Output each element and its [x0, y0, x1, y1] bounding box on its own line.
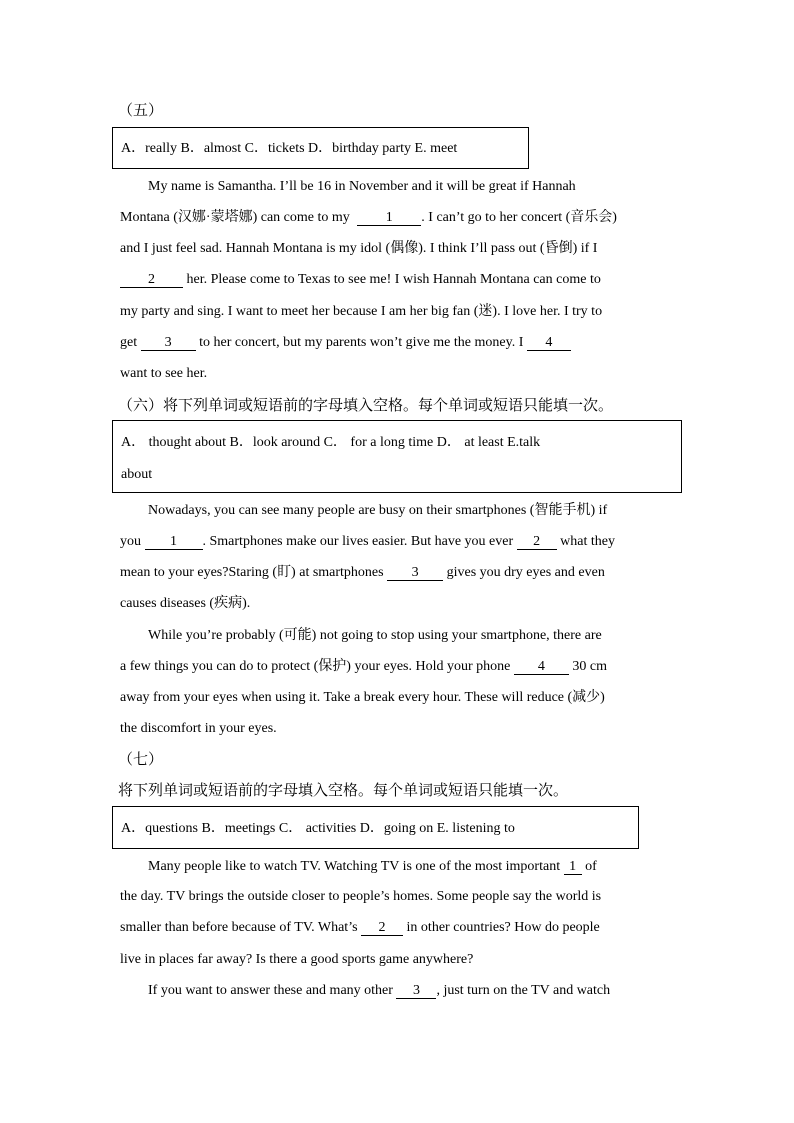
s5-line6-a: get: [120, 335, 141, 350]
s6-p2-line2-a: a few things you can do to protect (保护) your eyes. Hold your phone: [120, 659, 514, 674]
s6-p1-line3-b: gives you dry eyes and even: [443, 565, 605, 580]
s7-p1-line4: live in places far away? Is there a good sports game anywhere?: [120, 952, 474, 967]
s5-line4-text: her. Please come to Texas to see me! I wish Hannah Montana can come to: [183, 272, 601, 287]
s5-line2-a: Montana (汉娜·蒙塔娜) can come to my: [120, 210, 350, 225]
s6-blank-4[interactable]: 4: [514, 659, 569, 675]
s7-blank-2[interactable]: 2: [361, 920, 403, 936]
s6-p2-line4: the discomfort in your eyes.: [120, 721, 277, 736]
s5-blank-3[interactable]: 3: [141, 335, 196, 351]
s7-p1-line1-b: of: [581, 859, 597, 874]
s6-p2-line3: away from your eyes when using it. Take a break every hour. These will reduce (减少): [120, 690, 605, 705]
s5-line1: My name is Samantha. I’ll be 16 in November and it will be great if Hannah: [148, 179, 576, 194]
s6-p1-line3: [120, 564, 605, 582]
s7-p2-line1-a: If you want to answer these and many other: [148, 983, 397, 998]
s5-line6-b: to her concert, but my parents won’t give me the money. I: [195, 335, 527, 350]
s5-line2: [120, 209, 617, 227]
section5-options-box: [112, 127, 529, 169]
s6-blank-3[interactable]: 3: [387, 565, 443, 581]
s5-line5: my party and sing. I want to meet her because I am her big fan (迷). I love her. I try to: [120, 304, 603, 319]
s5-line2-b: . I can’t go to her concert (音乐会): [421, 210, 617, 225]
s7-p1-line2: the day. TV brings the outside closer to people’s homes. Some people say the world is: [120, 889, 602, 904]
s6-blank-2[interactable]: 2: [517, 534, 557, 550]
s7-blank-1[interactable]: 1: [564, 859, 582, 875]
section5-heading: （五）: [118, 101, 164, 119]
s7-p1-line3-a: smaller than before because of TV. What’s: [120, 920, 362, 935]
s6-p1-line2-a: you: [120, 534, 145, 549]
s7-p2-line1: [148, 982, 610, 1000]
s5-blank-4[interactable]: 4: [527, 335, 571, 351]
section7-options-box: [112, 806, 639, 849]
s7-p1-line1: [148, 858, 597, 876]
section6-options-box: [112, 420, 682, 493]
section5-options: A．really B．almost C．tickets D．birthday party E. meet: [121, 141, 458, 156]
section6-options-row2: about: [121, 467, 153, 482]
section7-heading: （七）: [118, 750, 164, 768]
s7-p2-line1-b: , just turn on the TV and watch: [436, 983, 611, 998]
s6-p1-line2-c: what they: [556, 534, 615, 549]
s7-p1-line3: [120, 919, 600, 937]
s6-p1-line1: Nowadays, you can see many people are busy on their smartphones (智能手机) if: [148, 503, 608, 518]
s6-p1-line3-a: mean to your eyes?Staring (盯) at smartphones: [120, 565, 388, 580]
s5-line7: want to see her.: [120, 366, 208, 381]
s7-p1-line1-a: Many people like to watch TV. Watching TV is one of the most important: [148, 859, 564, 874]
s7-p1-line3-b: in other countries? How do people: [403, 920, 600, 935]
s5-line4: [120, 271, 601, 289]
s6-p2-line2-b: 30 cm: [568, 659, 607, 674]
s6-p1-line2: [120, 533, 615, 551]
section7-instruction: 将下列单词或短语前的字母填入空格。每个单词或短语只能填一次。: [118, 781, 569, 799]
s5-blank-2[interactable]: 2: [120, 272, 183, 288]
s6-p1-line2-b: . Smartphones make our lives easier. But have you ever: [202, 534, 517, 549]
s5-line6: [120, 334, 571, 352]
s5-blank-1[interactable]: 1: [357, 210, 421, 226]
s7-blank-3[interactable]: 3: [396, 983, 436, 999]
section7-options: A．questions B．meetings C． activities D．going on E. listening to: [121, 821, 515, 836]
s5-line3: and I just feel sad. Hannah Montana is my idol (偶像). I think I’ll pass out (昏倒) if I: [120, 241, 598, 256]
s6-p2-line1: While you’re probably (可能) not going to stop using your smartphone, there are: [148, 628, 602, 643]
section6-heading: （六）将下列单词或短语前的字母填入空格。每个单词或短语只能填一次。: [118, 396, 614, 414]
s6-blank-1[interactable]: 1: [145, 534, 203, 550]
s6-p2-line2: [120, 658, 607, 676]
section6-options-row1: A． thought about B．look around C． for a long time D． at least E.talk: [121, 435, 541, 450]
s6-p1-line4: causes diseases (疾病).: [120, 596, 251, 611]
